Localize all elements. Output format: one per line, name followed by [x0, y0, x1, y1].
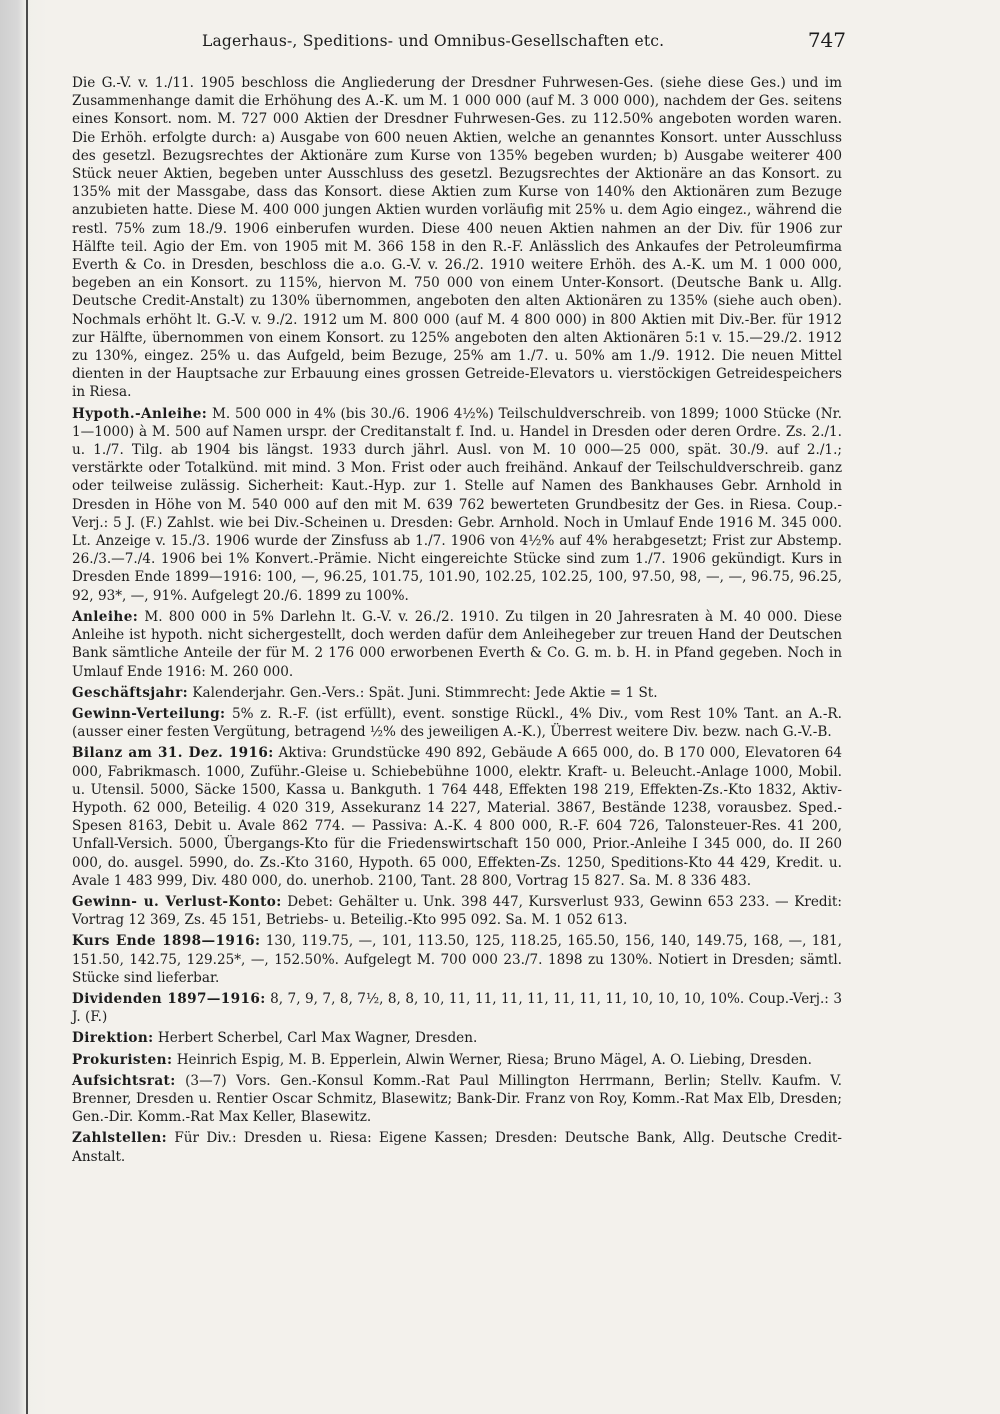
document-page	[72, 28, 846, 1169]
paragraph-direktion: Direktion: Herbert Scherbel, Carl Max Wagner, Dresden.	[72, 1030, 478, 1047]
section-label: Kurs Ende 1898—1916:	[72, 933, 261, 950]
paragraph-zahlstellen: Zahlstellen: Für Div.: Dresden u. Riesa: Eigene Kassen; Dresden: Deutsche Bank, Allg. Deutsche Credit-Anstalt.	[72, 1130, 842, 1165]
paragraph-kurs: Kurs Ende 1898—1916: 130, 119.75, —, 101, 113.50, 125, 118.25, 165.50, 156, 140, 149.75, 168, —, 181, 151.50, 142.75, 129.25*, —, 152.50%. Aufgelegt M. 700 000 23./7. 1898 zu 130%. Notiert in Dresden; sämtl. Stücke sind lieferbar.	[72, 933, 842, 986]
paragraph-gewinn-verlust: Gewinn- u. Verlust-Konto: Debet: Gehälter u. Unk. 398 447, Kursverlust 933, Gewinn 653 233. — Kredit: Vortrag 12 369, Zs. 45 151, Betriebs- u. Beteilig.-Kto 995 092. Sa. M. 1 052 613.	[72, 893, 842, 929]
section-label: Dividenden 1897—1916:	[72, 990, 266, 1007]
paragraph-gewinn-verteilung: Gewinn-Verteilung: 5% z. R.-F. (ist erfüllt), event. sonstige Rückl., 4% Div., vom Rest 10% Tant. an A.-R. (ausser einer festen Vergütung, betragend ½% des jeweiligen A.-K.), Überrest weitere Div. bezw. nach G.-V.-B.	[72, 705, 842, 741]
paragraph-dividenden: Dividenden 1897—1916: 8, 7, 9, 7, 8, 7½, 8, 8, 10, 11, 11, 11, 11, 11, 11, 11, 10, 10, 10, 10%. Coup.-Verj.: 3 J. (F.)	[72, 990, 842, 1026]
section-label: Gewinn-Verteilung:	[72, 705, 226, 722]
section-label: Bilanz am 31. Dez. 1916:	[72, 745, 274, 762]
section-label: Direktion:	[72, 1030, 154, 1047]
header-title: Lagerhaus-, Speditions- und Omnibus-Gesellschaften etc.	[202, 32, 665, 50]
scan-page-edge	[0, 0, 48, 1414]
section-label: Aufsichtsrat:	[72, 1072, 176, 1089]
paragraph-capital-history: Die G.-V. v. 1./11. 1905 beschloss die Angliederung der Dresdner Fuhrwesen-Ges. (siehe diese Ges.) und im Zusammenhange damit die Erhöhung des A.-K. um M. 1 000 000 (auf M. 3 000 000), nachdem der Ges. seitens eines Konsort. nom. M. 727 000 Aktien der Dresdner Fuhrwesen-Ges. zu 112.50% angeboten worden waren. Die Erhöh. erfolgte durch: a) Ausgabe von 600 neuen Aktien, welche an genanntes Konsort. unter Ausschluss des gesetzl. Bezugsrechtes der Aktionäre zum Kurse von 135% begeben wurden; b) Ausgabe weiterer 400 Stück neuer Aktien, begeben unter Ausschluss des gesetzl. Bezugsrechtes der Aktionäre an das Konsort. zu 135% mit der Massgabe, dass das Konsort. diese Aktien zum Kurse von 140% den Aktionären zum Bezuge anzubieten hatte. Diese M. 400 000 jungen Aktien wurden vorläufig mit 25% u. dem Agio eingez., während die restl. 75% zum 18./9. 1906 einberufen wurden. Diese 400 neuen Aktien nahmen an der Div. für 1906 zur Hälfte teil. Agio der Em. von 1905 mit M. 366 158 in den R.-F. Anlässlich des Ankaufes der Petroleumfirma Everth & Co. in Dresden, beschloss die a.o. G.-V. v. 26./2. 1910 weitere Erhöh. des A.-K. um M. 1 000 000, begeben an ein Konsort. zu 115%, hiervon M. 750 000 von einem Unter-Konsort. (Deutsche Bank u. Allg. Deutsche Credit-Anstalt) zu 130% übernommen, angeboten den alten Aktionären zu 135% (siehe auch oben). Nochmals erhöht lt. G.-V. v. 9./2. 1912 um M. 800 000 (auf M. 4 800 000) in 800 Aktien mit Div.-Ber. für 1912 zur Hälfte, übernommen von einem Konsort. zu 125% angeboten den alten Aktionären 5:1 v. 15.—29./2. 1912 zu 130%, eingez. 25% u. das Aufgeld, beim Bezuge, 25% am 1./7. u. 50% am 1./9. 1912. Die neuen Mittel dienten in der Hauptsache zur Erbauung eines grossen Getreide-Elevators u. vierstöckigen Getreidespeichers in Riesa.	[72, 75, 842, 401]
running-header	[72, 28, 846, 56]
section-label: Geschäftsjahr:	[72, 684, 189, 701]
paragraph-hypoth-anleihe: Hypoth.-Anleihe: M. 500 000 in 4% (bis 30./6. 1906 4½%) Teilschuldverschreib. von 1899; 1000 Stücke (Nr. 1—1000) à M. 500 auf Namen urspr. der Creditanstalt f. Ind. u. Handel in Dresden oder deren Ordre. Zs. 2./1. u. 1./7. Tilg. ab 1904 bis längst. 1933 durch jährl. Ausl. von M. 10 000—25 000, spät. 30./9. auf 2./1.; verstärkte oder Totalkünd. mit mind. 3 Mon. Frist oder auch freihänd. Ankauf der Teilschuldverschreib. ganz oder teilweise zulässig. Sicherheit: Kaut.-Hyp. zur 1. Stelle auf Namen des Bankhauses Gebr. Arnhold in Dresden in Höhe von M. 540 000 auf den mit M. 639 762 bewerteten Grundbesitz der Ges. in Riesa. Coup.-Verj.: 5 J. (F.) Zahlst. wie bei Div.-Scheinen u. Dresden: Gebr. Arnhold. Noch in Umlauf Ende 1916 M. 345 000. Lt. Anzeige v. 15./3. 1906 wurde der Zinsfuss ab 1./7. 1906 von 4½% auf 4% herabgesetzt; Frist zur Abstemp. 26./3.—7./4. 1906 bei 1% Konvert.-Prämie. Nicht eingereichte Stücke sind zum 1./7. 1906 gekündigt. Kurs in Dresden Ende 1899—1916: 100, —, 96.25, 101.75, 101.90, 102.25, 102.25, 100, 97.50, 98, —, —, 96.75, 96.25, 92, 93*, —, 91%. Aufgelegt 20./6. 1899 zu 100%.	[72, 405, 842, 604]
paragraph-anleihe: Anleihe: M. 800 000 in 5% Darlehn lt. G.-V. v. 26./2. 1910. Zu tilgen in 20 Jahresraten à M. 40 000. Diese Anleihe ist hypoth. nicht sichergestellt, doch werden dafür dem Anleihegeber zur treuen Hand der Deutschen Bank sämtliche Anteile der für M. 2 176 000 erworbenen Everth & Co. G. m. b. H. in Pfand gegeben. Noch in Umlauf Ende 1916: M. 260 000.	[72, 608, 842, 680]
section-label: Gewinn- u. Verlust-Konto:	[72, 893, 282, 910]
scan-binding-line	[26, 0, 28, 1414]
paragraph-prokuristen: Prokuristen: Heinrich Espig, M. B. Epperlein, Alwin Werner, Riesa; Bruno Mägel, A. O. Liebing, Dresden.	[72, 1051, 812, 1068]
section-label: Anleihe:	[72, 608, 139, 625]
paragraph-aufsichtsrat: Aufsichtsrat: (3—7) Vors. Gen.-Konsul Komm.-Rat Paul Millington Herrmann, Berlin; Stellv. Kaufm. V. Brenner, Dresden u. Rentier Oscar Schmitz, Blasewitz; Bank-Dir. Franz von Roy, Komm.-Rat Max Elb, Dresden; Gen.-Dir. Komm.-Rat Max Keller, Blasewitz.	[72, 1072, 842, 1126]
section-label: Zahlstellen:	[72, 1130, 168, 1147]
paragraph-bilanz: Bilanz am 31. Dez. 1916: Aktiva: Grundstücke 490 892, Gebäude A 665 000, do. B 170 000, Elevatoren 64 000, Fabrikmasch. 1000, Zuführ.-Gleise u. Schiebebühne 1000, elektr. Kraft- u. Beleucht.-Anlage 1000, Mobil. u. Utensil. 5000, Säcke 1500, Kassa u. Bankguth. 1 764 448, Effekten 198 219, Effekten-Zs.-Kto 1832, Aktiv-Hypoth. 62 000, Beteilig. 4 020 319, Assekuranz 14 227, Material. 3867, Bestände 1238, vorausbez. Sped.-Spesen 8163, Debit u. Avale 862 774. — Passiva: A.-K. 4 800 000, R.-F. 604 726, Talonsteuer-Res. 41 200, Unfall-Versich. 5000, Übergangs-Kto für die Friedenswirtschaft 150 000, Prior.-Anleihe I 345 000, do. II 260 000, do. ausgel. 5990, do. Zs.-Kto 3160, Hypoth. 65 000, Effekten-Zs. 1250, Speditions-Kto 44 429, Kredit. u. Avale 1 483 999, Div. 480 000, do. unerhob. 2100, Tant. 28 800, Vortrag 15 827. Sa. M. 8 336 483.	[72, 745, 843, 889]
page-number: 747	[807, 28, 846, 52]
section-label: Hypoth.-Anleihe:	[72, 405, 208, 422]
paragraph-geschaeftsjahr: Geschäftsjahr: Kalenderjahr. Gen.-Vers.: Spät. Juni. Stimmrecht: Jede Aktie = 1 St.	[72, 684, 658, 701]
document-body	[72, 74, 842, 1166]
section-label: Prokuristen:	[72, 1051, 173, 1068]
